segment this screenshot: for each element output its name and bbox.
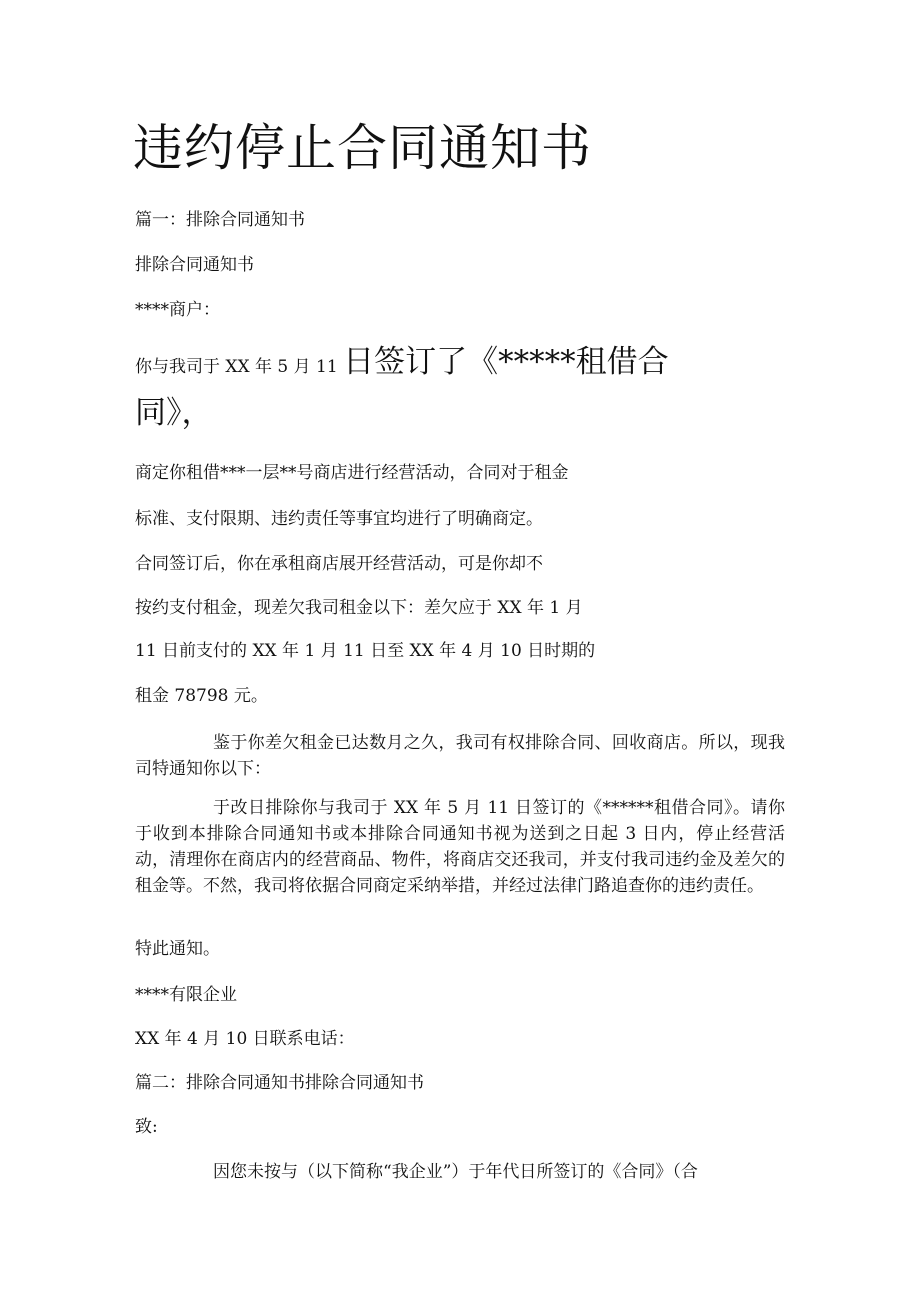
paragraph-3: 因您未按与（以下简称“我企业”）于年代日所签订的《合同》（合 [213,1162,698,1182]
salutation: 致: [135,1117,158,1137]
document-title: 违约停止合同通知书 [133,119,592,177]
section2-heading: 篇二：排除合同通知书排除合同通知书 [135,1073,424,1093]
intro-small-text: 你与我司于 XX 年 5 月 11 [135,357,344,377]
body-line-3: 合同签订后，你在承租商店展开经营活动，可是你却不 [135,554,543,574]
body-line-2: 标准、支付限期、违约责任等事宜均进行了明确商定。 [135,509,543,529]
date-contact: XX 年 4 月 10 日联系电话： [135,1029,355,1049]
paragraph-1: 鉴于你差欠租金已达数月之久，我司有权排除合同、回收商店。所以，现我司特通知你以下： [135,733,785,779]
section1-heading: 篇一：排除合同通知书 [135,210,305,230]
body-line-4: 按约支付租金，现差欠我司租金以下：差欠应于 XX 年 1 月 [135,598,583,618]
company-name: ****有限企业 [135,985,237,1005]
intro-line-1 [135,342,669,387]
section1-subtitle: 排除合同通知书 [135,255,254,275]
paragraph-2: 于改日排除你与我司于 XX 年 5 月 11 日签订的《******租借合同》。请你于收到本排除合同通知书或本排除合同通知书视为送到之日起 3 日内，停止经营活动，清理你在商店内的经营商品、物件，将商店交还我司，并支付我司违约金及差欠的租金等。不然，我司将依据合同商定采纳举措，并经过法律门路追查你的违约责任。 [135,798,785,896]
notice-end: 特此通知。 [135,939,220,959]
addressee: ****商户： [135,300,220,320]
body-line-5: 11 日前支付的 XX 年 1 月 11 日至 XX 年 4 月 10 日时期的 [135,641,596,661]
body-line-1: 商定你租借***一层**号商店进行经营活动，合同对于租金 [135,463,569,483]
intro-line-2: 同》， [135,395,213,431]
body-line-6: 租金 78798 元。 [135,686,268,706]
intro-large-text: 日签订了《*****租借合 [343,344,669,380]
